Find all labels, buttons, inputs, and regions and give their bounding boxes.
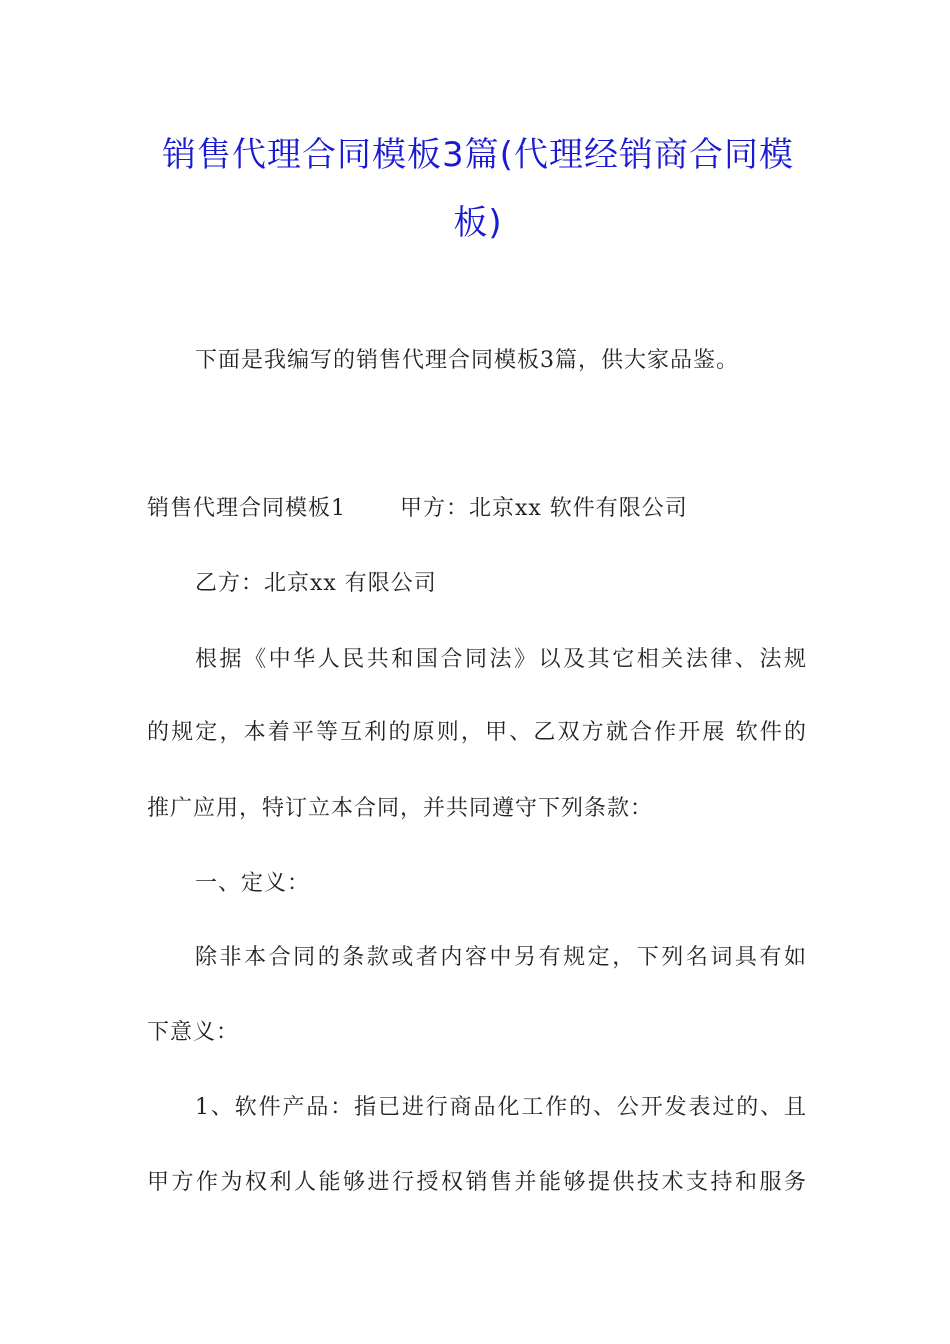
paragraph-3-line-1: 1、软件产品：指已进行商品化工作的、公开发表过的、且 bbox=[195, 1095, 807, 1120]
paragraph-1-line-3: 推广应用，特订立本合同，并共同遵守下列条款： bbox=[147, 796, 654, 821]
section-heading: 销售代理合同模板1 甲方：北京xx 软件有限公司 bbox=[147, 496, 688, 521]
document-title-line1: 销售代理合同模板3篇(代理经销商合同模 bbox=[162, 135, 794, 175]
document-title-line2: 板) bbox=[453, 203, 503, 243]
paragraph-3-line-2: 甲方作为权利人能够进行授权销售并能够提供技术支持和服务 bbox=[147, 1170, 807, 1195]
clause-1-heading: 一、定义： bbox=[195, 871, 311, 896]
paragraph-1-line-1: 根据《中华人民共和国合同法》以及其它相关法律、法规 bbox=[195, 647, 807, 672]
paragraph-2-line-1: 除非本合同的条款或者内容中另有规定，下列名词具有如 bbox=[195, 945, 807, 970]
paragraph-1-line-2: 的规定，本着平等互利的原则，甲、乙双方就合作开展 软件的 bbox=[147, 720, 807, 745]
paragraph-2-line-2: 下意义： bbox=[147, 1020, 240, 1045]
intro-paragraph: 下面是我编写的销售代理合同模板3篇，供大家品鉴。 bbox=[195, 348, 739, 373]
party-b-line: 乙方：北京xx 有限公司 bbox=[195, 571, 437, 596]
